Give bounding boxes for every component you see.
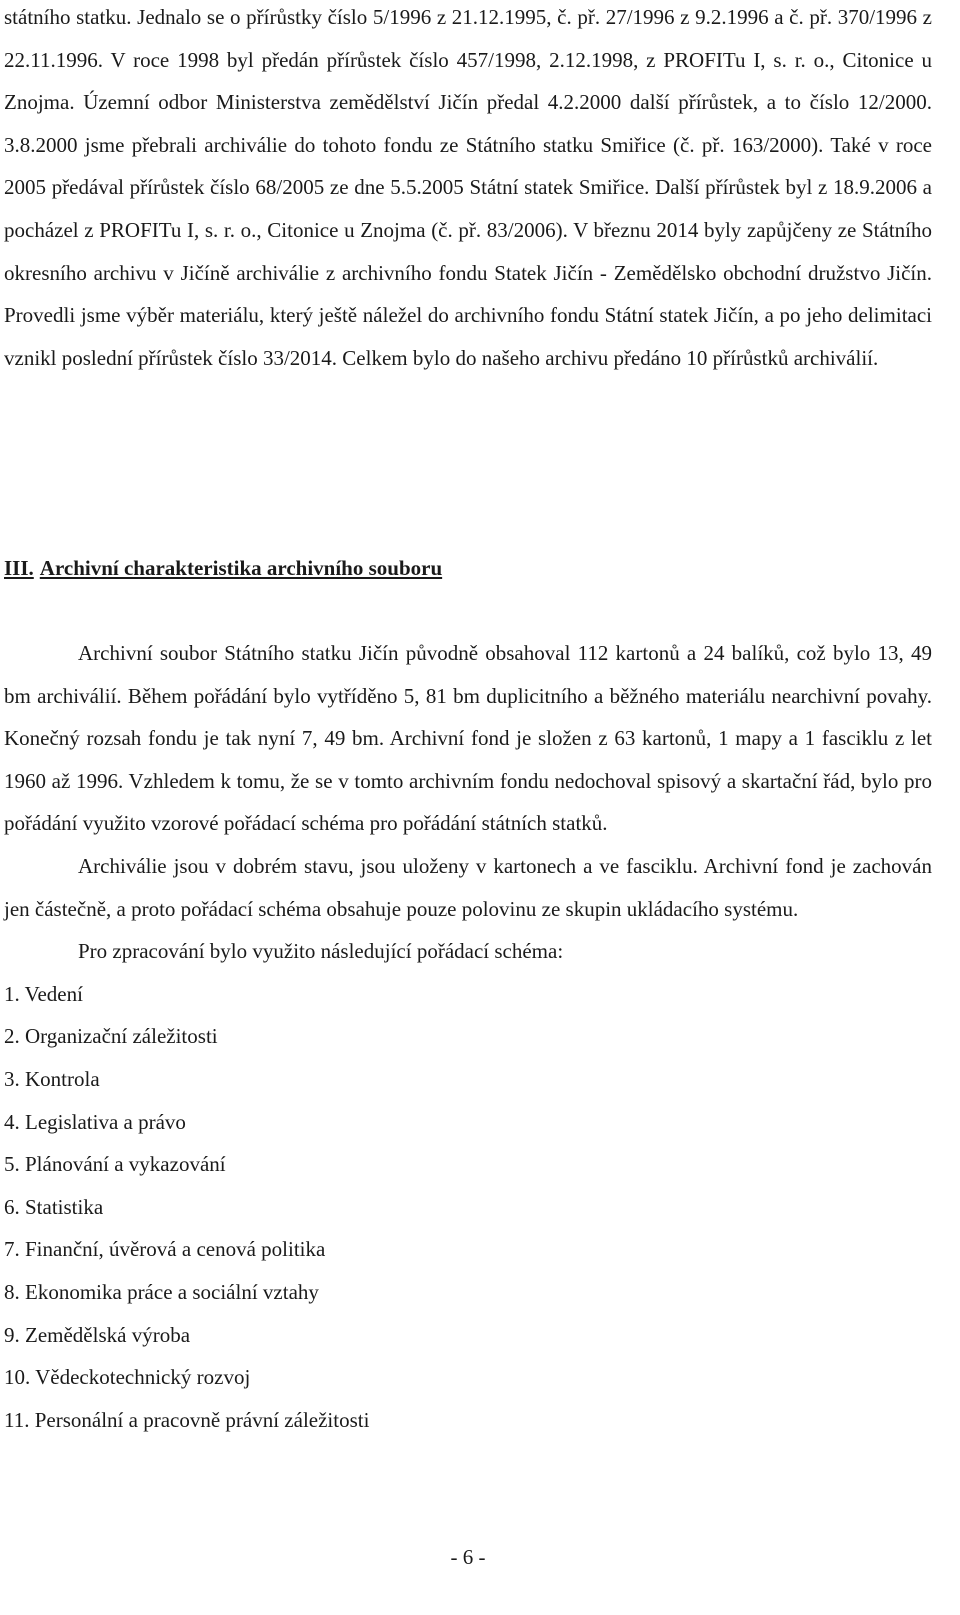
page-number: - 6 -	[450, 1545, 486, 1569]
paragraph-condition: Archiválie jsou v dobrém stavu, jsou uloženy v kartonech a ve fasciklu. Archivní fond je zachován jen částečně, a proto pořádací schéma obsahuje pouze polovinu ze skupin ukládacího systému.	[4, 853, 932, 921]
list-item: 4. Legislativa a právo	[4, 1109, 186, 1134]
list-item: 6. Statistika	[4, 1194, 104, 1219]
paragraph-extent: Archivní soubor Státního statku Jičín původně obsahoval 112 kartonů a 24 balíků, což bylo 13, 49 bm archiválií. Během pořádání bylo vytříděno 5, 81 bm duplicitního a běžného materiálu nearchivní povahy. Konečný rozsah fondu je tak nyní 7, 49 bm. Archivní fond je složen z 63 kartonů, 1 mapy a 1 fasciklu z let 1960 až 1996. Vzhledem k tomu, že se v tomto archivním fondu nedochoval spisový a skartační řád, bylo pro pořádání využito vzorové pořádací schéma pro pořádání státních statků.	[4, 641, 932, 836]
schema-list	[4, 973, 932, 1442]
section-heading	[4, 553, 442, 583]
list-item: 2. Organizační záležitosti	[4, 1024, 218, 1049]
list-item: 5. Plánování a vykazování	[4, 1152, 226, 1177]
document-page	[4, 0, 932, 379]
paragraph-accessions: státního statku. Jednalo se o přírůstky číslo 5/1996 z 21.12.1995, č. př. 27/1996 z 9.2.1996 a č. př. 370/1996 z 22.11.1996. V roce 1998 byl předán přírůstek číslo 457/1998, 2.12.1998, z PROFITu I, s. r. o., Citonice u Znojma. Územní odbor Ministerstva zemědělství Jičín předal 4.2.2000 další přírůstek, a to číslo 12/2000. 3.8.2000 jsme přebrali archiválie do tohoto fondu ze Státního statku Smiřice (č. př. 163/2000). Také v roce 2005 předával přírůstek číslo 68/2005 ze dne 5.5.2005 Státní statek Smiřice. Další přírůstek byl z 18.9.2006 a pocházel z PROFITu I, s. r. o., Citonice u Znojma (č. př. 83/2006). V březnu 2014 byly zapůjčeny ze Státního okresního archivu v Jičíně archiválie z archivního fondu Statek Jičín - Zemědělsko obchodní družstvo Jičín. Provedli jsme výběr materiálu, který ještě náležel do archivního fondu Státní statek Jičín, a po jeho delimitaci vznikl poslední přírůstek číslo 33/2014. Celkem bylo do našeho archivu předáno 10 přírůstků archiválií.	[4, 5, 932, 370]
list-item: 3. Kontrola	[4, 1066, 100, 1091]
list-item: 7. Finanční, úvěrová a cenová politika	[4, 1237, 326, 1262]
list-item: 1. Vedení	[4, 981, 83, 1006]
list-item: 11. Personální a pracovně právní záležitosti	[4, 1407, 370, 1432]
section-number: III.	[4, 556, 34, 580]
section-title: Archivní charakteristika archivního souboru	[39, 556, 443, 580]
paragraph-schema-intro: Pro zpracování bylo využito následující pořádací schéma:	[78, 939, 564, 964]
list-item: 9. Zemědělská výroba	[4, 1322, 191, 1347]
list-item: 10. Vědeckotechnický rozvoj	[4, 1365, 251, 1390]
list-item: 8. Ekonomika práce a sociální vztahy	[4, 1279, 319, 1304]
section-body	[4, 632, 932, 1441]
